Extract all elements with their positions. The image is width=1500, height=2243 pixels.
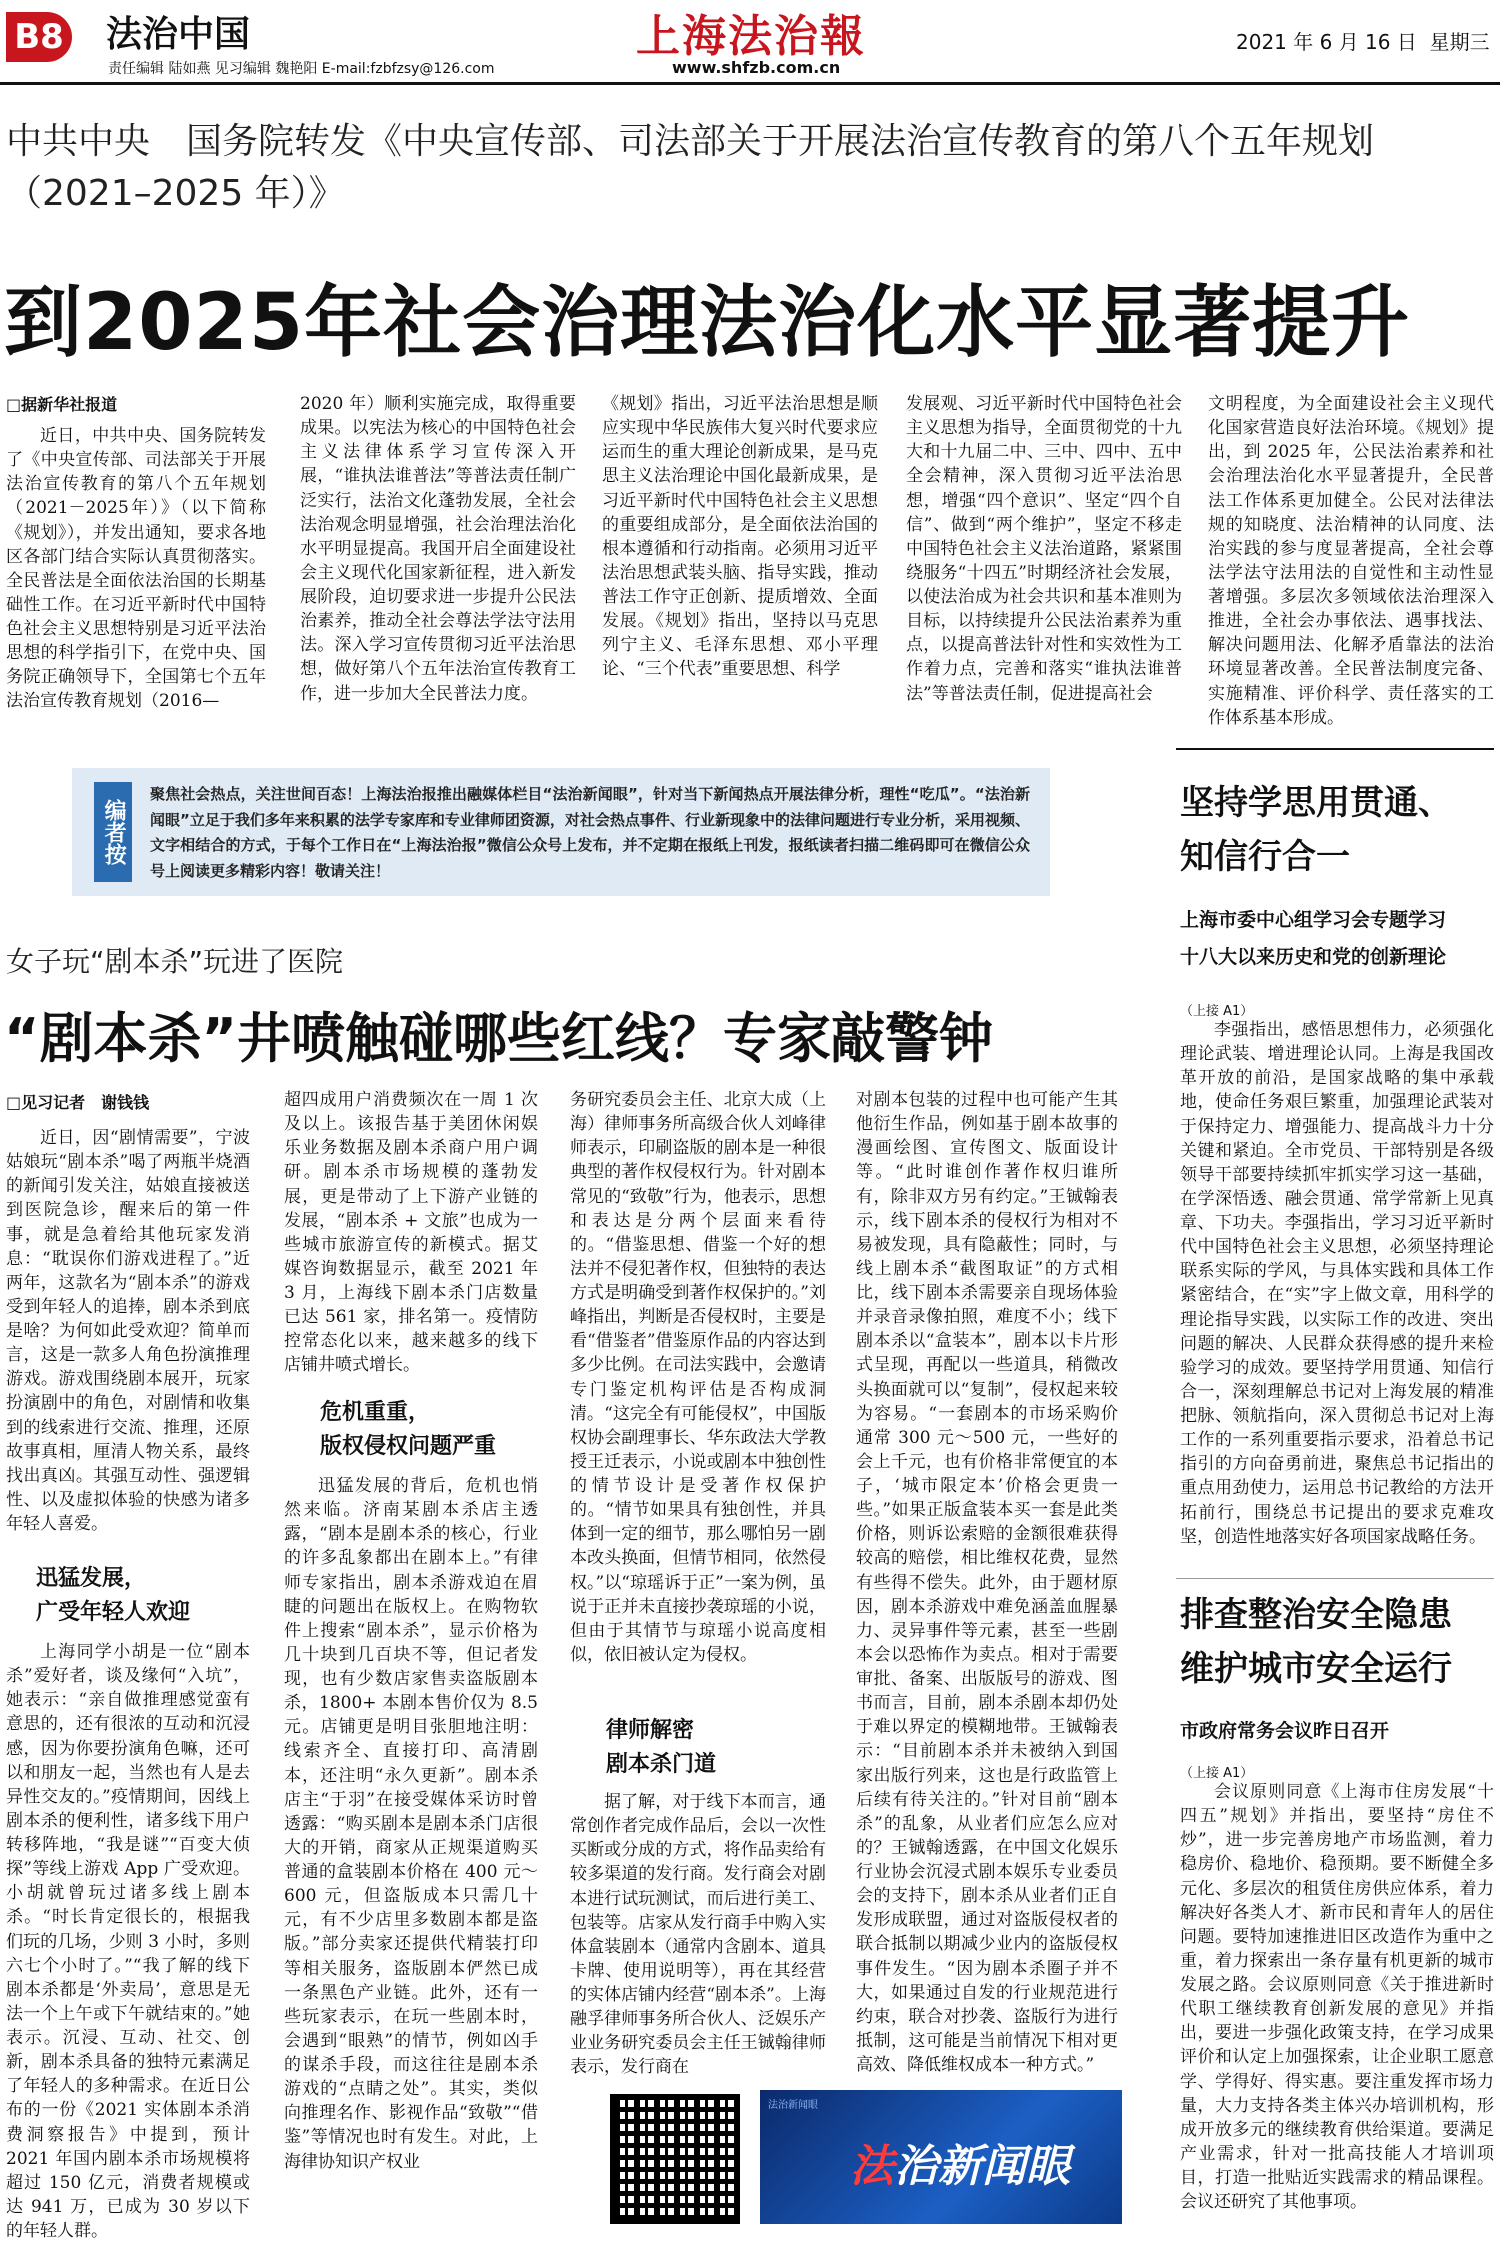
right-section-rule — [1176, 748, 1494, 750]
editor-note-text: 聚焦社会热点，关注世间百态！上海法治报推出融媒体栏目“法治新闻眼”，针对当下新闻热点开展法律分析，理性“吃瓜”。“法治新闻眼”立足于我们多年来积累的法学专家库和专业律师团资源，对社会热点事件、行业新现象中的法律问题进行专业分析，采用视频、文字相结合的方式，于每个工作日在“上海法治报”微信公众号上发布，并不定期在报纸上刊发，报纸读者扫描二维码即可在微信公众号上阅读更多精彩内容！敬请关注！ — [150, 785, 1030, 880]
page-header — [0, 0, 1500, 82]
second-column-2b: 迅猛发展的背后，危机也悄然来临。济南某剧本杀店主透露，“剧本是剧本杀的核心，行业的许多乱象都出在剧本上。”有律师专家指出，剧本杀游戏迫在眉睫的问题出在版权上。在购物软件上搜索“剧本杀”，显示价格为几十块到几百块不等，但记者发现，也有少数店家售卖盗版剧本杀，1800+ 本剧本售价仅为 8.5 元。店铺更是明目张胆地注明：线索齐全、直接打印、高清剧本，还注明“永久更新”。剧本杀店主“于羽”在接受媒体采访时曾透露：“购买剧本是剧本杀门店很大的开销，商家从正规渠道购买普通的盒装剧本价格在 400 元～600 元，但盗版成本只需几十元，有不少店里多数剧本都是盗版。”部分卖家还提供代精装打印等相关服务，盗版剧本俨然已成一条黑色产业链。此外，还有一些玩家表示，在玩一些剧本时，会遇到“眼熟”的情节，例如凶手的谋杀手段，而这往往是剧本杀游戏的“点睛之处”。其实，类似向推理名作、影视作品“致敬”“借鉴”等情况也时有发生。对此，上海律协知识产权业 — [284, 1476, 538, 2172]
right-body-2: 会议原则同意《上海市住房发展“十四五”规划》并指出，要坚持“房住不炒”，进一步完善房地产市场监测，着力稳房价、稳地价、稳预期。要不断健全多元化、多层次的租赁住房供应体系，着力解决好各类人才、新市民和青年人的居住问题。要特加速推进旧区改造作为重中之重，着力探索出一条存量有机更新的城市发展之路。会议原则同意《关于推进新时代职工继续教育创新发展的意见》并指出，要进一步强化政策支持，在学习成果评价和认定上加强探索，让企业职工愿意学、学得好、得实惠。要注重发挥市场力量，大力支持各类主体兴办培训机构，形成开放多元的继续教育供给渠道。要满足产业需求，针对一批高技能人才培训项目，打造一批贴近实践需求的精品课程。会议还研究了其他事项。 — [1180, 1782, 1494, 2213]
lead-column-3: 《规划》指出，习近平法治思想是顺应实现中华民族伟大复兴时代要求应运而生的重大理论创新成果，是马克思主义法治理论中国化最新成果，是习近平新时代中国特色社会主义思想的重要组成部分，是全面依法治国的根本遵循和行动指南。必须用习近平法治思想武装头脑、指导实践，推动普法工作守正创新、提质增效、全面发展。《规划》指出，坚持以马克思列宁主义、毛泽东思想、邓小平理论、“三个代表”重要思想、科学 — [602, 394, 878, 680]
right-source-1: （上接 A1） — [1180, 1004, 1254, 1019]
page-number-badge — [6, 12, 72, 62]
editor-credits: 责任编辑 陆如燕 见习编辑 魏艳阳 E-mail:fzbfzsy@126.com — [108, 61, 495, 77]
second-column-1a: 近日，因“剧情需要”，宁波姑娘玩“剧本杀”喝了两瓶半烧酒的新闻引发关注，姑娘直接被送到医院急诊，醒来后的第一件事，就是急着给其他玩家发消息：“耽误你们游戏进程了。”近两年，这款名为“剧本杀”的游戏受到年轻人的追捧，剧本杀到底是啥？为何如此受欢迎？简单而言，这是一款多人角色扮演推理游戏。游戏围绕剧本展开，玩家扮演剧中的角色，对剧情和收集到的线索进行交流、推理，还原故事真相，厘清人物关系，最终找出真凶。其强互动性、强逻辑性、以及虚拟体验的快感为诸多年轻人喜爱。 — [6, 1128, 250, 1534]
banner-brand-prefix: 法 — [850, 2141, 894, 2192]
lead-kicker: 中共中央 国务院转发《中央宣传部、司法部关于开展法治宣传教育的第八个五年规划（2021–2025 年）》 — [6, 121, 1375, 215]
lead-headline: 到2025年社会治理法治化水平显著提升 — [4, 278, 1411, 368]
banner-brand-rest: 治新闻眼 — [894, 2141, 1070, 2192]
subhead-lawyer: 律师解密 剧本杀门道 — [606, 1718, 717, 1778]
right-headline-2: 排查整治安全隐患 维护城市安全运行 — [1180, 1595, 1452, 1690]
lead-column-4: 发展观、习近平新时代中国特色社会主义思想为指导，全面贯彻党的十九大和十九届二中、三中、四中、五中全会精神，深入贯彻习近平法治思想，增强“四个意识”、坚定“四个自信”、做到“两个维护”，坚定不移走中国特色社会主义法治道路，紧紧围绕服务“十四五”时期经济社会发展，以使法治成为社会共识和基本准则为目标，以持续提升公民法治素养为重点，以提高普法针对性和实效性为工作着力点，完善和落实“谁执法谁普法”等普法责任制，促进提高社会 — [906, 394, 1182, 704]
second-column-3a: 务研究委员会主任、北京大成（上海）律师事务所高级合伙人刘峰律师表示，印刷盗版的剧本是一种很典型的著作权侵权行为。针对剧本常见的“致敬”行为，他表示，思想和表达是分两个层面来看待的。“借鉴思想、借鉴一个好的想法并不侵犯著作权，但独特的表达方式是明确受到著作权保护的。”刘峰指出，判断是否侵权时，主要是看“借鉴者”借鉴原作品的内容达到多少比例。在司法实践中，会邀请专门鉴定机构评估是否构成洞清。“这完全有可能侵权”，中国版权协会副理事长、华东政法大学教授王迁表示，小说或剧本中独创性的情节设计是受著作权保护的。“情节如果具有独创性，并具体到一定的细节，那么哪怕另一剧本改头换面，但情节相同，依然侵权。”以“琼瑶诉于正”一案为例，虽说于正并未直接抄袭琼瑶的小说，但由于其情节与琼瑶小说高度相似，依旧被认定为侵权。 — [570, 1090, 826, 1665]
lead-column-2: 2020 年）顺利实施完成，取得重要成果。以宪法为核心的中国特色社会主义法律体系学习宣传深入开展，“谁执法谁普法”等普法责任制广泛实行，法治文化蓬勃发展，全社会法治观念明显增强，社会治理法治化水平明显提高。我国开启全面建设社会主义现代化国家新征程，进入新发展阶段，迫切要求进一步提升公民法治素养，推动全社会尊法学法守法用法。深入学习宣传贯彻习近平法治思想，做好第八个五年法治宣传教育工作，进一步加大全民普法力度。 — [300, 394, 576, 704]
second-column-1b: 上海同学小胡是一位“剧本杀”爱好者，谈及缘何“入坑”，她表示：“亲自做推理感觉蛮有意思的，还有很浓的互动和沉浸感，因为你要扮演角色嘛，还可以和朋友一起，当然也有人是去异性交友的。”疫情期间，因线上剧本杀的便利性，诸多线下用户转移阵地，“我是谜”“百变大侦探”等线上游戏 App 广受欢迎。小胡就曾玩过诸多线上剧本杀。“时长肯定很长的，根据我们玩的几场，少则 3 小时，多则六七个小时了。”“我了解的线下剧本杀都是‘外卖局’，意思是无法一个上午或下午就结束的。”她表示。沉浸、互动、社交、创新，剧本杀具备的独特元素满足了年轻人的多种需求。在近日公布的一份《2021 实体剧本杀消费洞察报告》中提到，预计 2021 年国内剧本杀市场规模将超过 150 亿元，消费者规模或达 941 万，已成为 30 岁以下的年轻人群。 — [6, 1642, 250, 2241]
page-number: B8 — [14, 17, 64, 57]
right-divider — [1176, 1578, 1494, 1579]
right-headline-1: 坚持学思用贯通、 知信行合一 — [1180, 783, 1452, 878]
issue-date: 2021 年 6 月 16 日 星期三 — [1236, 30, 1490, 54]
right-body-1: 李强指出，感悟思想伟力，必须强化理论武装、增进理论认同。上海是我国改革开放的前沿，是国家战略的集中承载地，使命任务艰巨繁重，加强理论武装对于保持定力、增强能力、提高战斗力十分关键和紧迫。全市党员、干部特别是各级领导干部要持续抓牢抓实学习这一基础，在学深悟透、融会贯通、常学常新上见真章、下功夫。李强指出，学习习近平新时代中国特色社会主义思想，必须坚持理论联系实际的学风，与具体实践和具体工作紧密结合，在“实”字上做文章，用科学的理论指导实践，以实际工作的改进、突出问题的解决、人民群众获得感的提升来检验学习的成效。要坚持学用贯通、知信行合一，深刻理解总书记对上海发展的精准把脉、领航指向，深入贯彻总书记对上海工作的一系列重要指示要求，沿着总书记指引的方向奋勇前进，聚焦总书记指出的重点用劲使力，运用总书记教给的方法开拓前行，围绕总书记提出的要求克难攻坚，创造性地落实好各项国家战略任务。 — [1180, 1020, 1494, 1547]
editor-note-box — [72, 768, 1050, 896]
qr-code[interactable] — [610, 2094, 740, 2224]
right-deck-2: 市政府常务会议昨日召开 — [1180, 1720, 1390, 1742]
subhead-crisis: 危机重重， 版权侵权问题严重 — [320, 1400, 497, 1460]
second-byline: □见习记者 谢钱钱 — [6, 1093, 150, 1112]
lead-column-1: 近日，中共中央、国务院转发了《中央宣传部、司法部关于开展法治宣传教育的第八个五年规划（2021－2025年）》（以下简称《规划》），并发出通知，要求各地区各部门结合实际认真贯彻落实。全民普法是全面依法治国的长期基础性工作。在习近平新时代中国特色社会主义思想特别是习近平法治思想的科学指引下，在党中央、国务院正确领导下，全国第七个五年法治宣传教育规划（2016— — [6, 426, 266, 712]
subhead-rapid-growth: 迅猛发展， 广受年轻人欢迎 — [36, 1566, 191, 1626]
site-url: www.shfzb.com.cn — [672, 58, 841, 77]
banner-brand — [850, 2130, 1070, 2194]
second-column-3b: 据了解，对于线下本而言，通常创作者完成作品后，会以一次性买断或分成的方式，将作品卖给有较多渠道的发行商。发行商会对剧本进行试玩测试，而后进行美工、包装等。店家从发行商手中购入实体盒装剧本（通常内含剧本、道具卡牌、使用说明等），再在其经营的实体店铺内经营“剧本杀”。上海融孚律师事务所合伙人、泛娱乐产业业务研究委员会主任王铖翰律师表示，发行商在 — [570, 1792, 826, 2078]
second-headline: “剧本杀”井喷触碰哪些红线？专家敲警钟 — [4, 1007, 993, 1070]
right-deck-1: 上海市委中心组学习会专题学习 十八大以来历史和党的创新理论 — [1180, 909, 1447, 969]
banner-tagline: 法治新闻眼 — [768, 2100, 818, 2111]
second-column-4: 对剧本包装的过程中也可能产生其他衍生作品，例如基于剧本故事的漫画绘图、宣传图文、版面设计等。“此时谁创作著作权归谁所有，除非双方另有约定。”王铖翰表示，线下剧本杀的侵权行为相对不易被发现，具有隐蔽性；同时，与线上剧本杀“截图取证”的方式相比，线下剧本杀需要亲自现场体验并录音录像拍照，难度不小；线下剧本杀以“盒装本”，剧本以卡片形式呈现，再配以一些道具，稍微改头换面就可以“复制”，侵权起来较为容易。“一套剧本的市场采购价通常 300 元～500 元，一些好的会上千元，也有价格非常便宜的本子，‘城市限定本’价格会更贵一些。”如果正版盒装本买一套是此类价格，则诉讼索赔的金额很难获得较高的赔偿，相比维权花费，显然有些得不偿失。此外，由于题材原因，剧本杀游戏中难免涵盖血腥暴力、灵异事件等元素，甚至一些剧本会以恐怖作为卖点。相对于需要审批、备案、出版版号的游戏、图书而言，目前，剧本杀剧本却仍处于难以界定的模糊地带。王铖翰表示：“目前剧本杀并未被纳入到国家出版行列来，这也是行政监管上后续有待关注的。”针对目前“剧本杀”的乱象，从业者们应怎么应对的？王铖翰透露，在中国文化娱乐行业协会沉浸式剧本娱乐专业委员会的支持下，剧本杀从业者们正自发形成联盟，通过对盗版侵权者的联合抵制以期减少业内的盗版侵权事件发生。“因为剧本杀圈子并不大，如果通过自发的行业规范进行约束，联合对抄袭、盗版行为进行抵制，这可能是当前情况下相对更高效、降低维权成本一种方式。” — [856, 1090, 1118, 2075]
lead-column-5: 文明程度，为全面建设社会主义现代化国家营造良好法治环境。《规划》提出，到 2025 年，公民法治素养和社会治理法治化水平显著提升，全民普法工作体系更加健全。公民对法律法规的知晓度、法治精神的认同度、法治实践的参与度显著提高，全社会尊法学法守法用法的自觉性和主动性显著增强。多层次多领域依法治理深入推进，全社会办事依法、遇事找法、解决问题用法、化解矛盾靠法的法治环境显著改善。全民普法制度完备、实施精准、评价科学、责任落实的工作体系基本形成。 — [1208, 394, 1494, 728]
right-source-2: （上接 A1） — [1180, 1766, 1254, 1781]
second-column-2a: 超四成用户消费频次在一周 1 次及以上。该报告基于美团休闲娱乐业务数据及剧本杀商户用户调研。剧本杀市场规模的蓬勃发展，更是带动了上下游产业链的发展，“剧本杀 + 文旅”也成为一些城市旅游宣传的新模式。据艾媒咨询数据显示，截至 2021 年 3 月，上海线下剧本杀门店数量已达 561 家，排名第一。疫情防控常态化以来，越来越多的线下店铺井喷式增长。 — [284, 1090, 538, 1376]
masthead-logo: 上海法治報 — [636, 11, 866, 62]
editor-note-label: 编者按 — [94, 782, 132, 882]
header-rule — [0, 82, 1500, 85]
lead-byline: □据新华社报道 — [6, 395, 118, 414]
section-title: 法治中国 — [106, 14, 251, 55]
second-kicker: 女子玩“剧本杀”玩进了医院 — [6, 945, 344, 978]
news-eye-banner[interactable] — [760, 2090, 1122, 2224]
